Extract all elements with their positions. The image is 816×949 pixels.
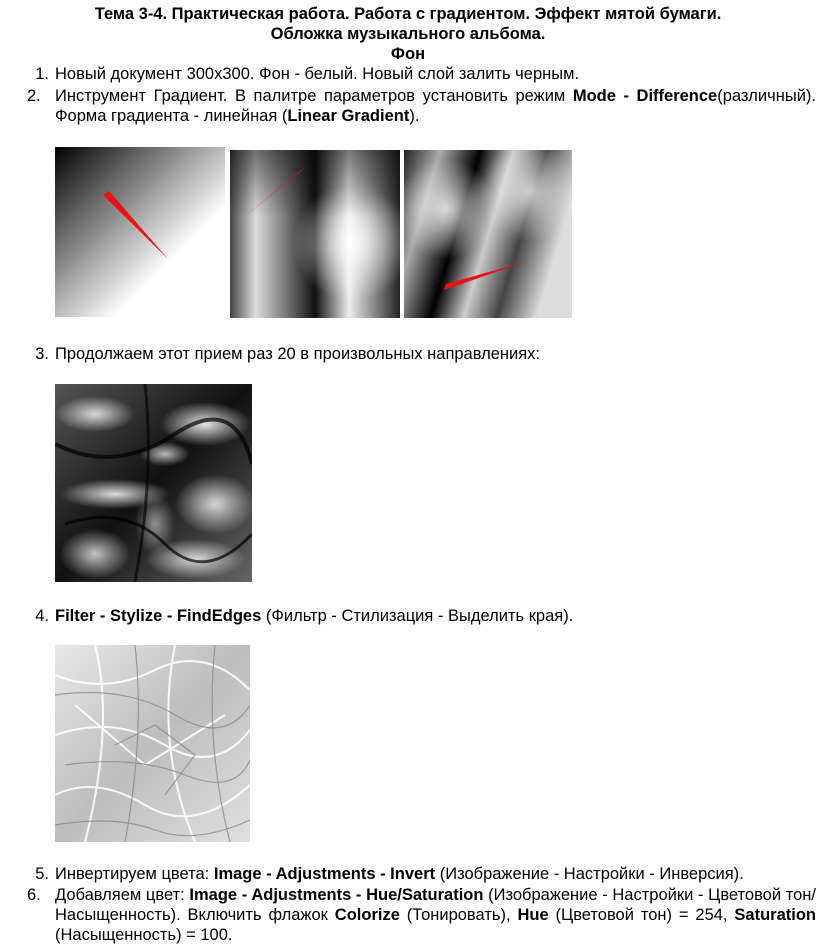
step-5 — [35, 864, 816, 884]
step-number: 3. — [35, 345, 49, 363]
step-text: Продолжаем этот прием раз 20 в произвольных направлениях: — [55, 345, 541, 363]
step-text: (Изображение - Настройки - Цветовой тон/Насыщенность). Включить флажок — [55, 886, 816, 924]
step-1 — [35, 64, 816, 84]
step-text: Инструмент Градиент. В палитре параметров установить режим — [55, 87, 573, 105]
step-number: 4. — [35, 607, 49, 625]
hue-saturation-path-term: Image - Adjustments - Hue/Saturation — [189, 886, 484, 904]
step-text: (Изображение - Настройки - Инверсия). — [435, 865, 744, 883]
step-number: 1. — [35, 65, 49, 83]
step-number: 5. — [35, 865, 49, 883]
step-4 — [35, 606, 816, 626]
colorize-term: Colorize — [334, 906, 400, 924]
step-text: (Цветовой тон) = 254, — [548, 906, 735, 924]
mode-difference-term: Mode - Difference — [572, 87, 718, 105]
step-text: Новый документ 300x300. Фон - белый. Новый слой залить черным. — [55, 65, 580, 83]
section-heading: Фон — [390, 45, 426, 63]
step-text: Добавляем цвет: — [55, 886, 190, 904]
gradient-example-2 — [230, 150, 400, 318]
multiple-gradients-example — [55, 384, 252, 582]
step-3 — [35, 344, 816, 364]
step-text: Инвертируем цвета: — [55, 865, 214, 883]
invert-path-term: Image - Adjustments - Invert — [213, 865, 436, 883]
gradient-example-3 — [404, 150, 572, 318]
step-2 — [27, 86, 816, 126]
filter-path-term: Filter - Stylize - FindEdges — [55, 607, 262, 625]
step-6 — [27, 885, 816, 945]
step-text: (Фильтр - Стилизация - Выделить края). — [261, 607, 574, 625]
step-number: 2. — [27, 87, 41, 105]
document-subtitle: Обложка музыкального альбома. — [270, 25, 546, 43]
saturation-term: Saturation — [734, 906, 816, 924]
linear-gradient-term: Linear Gradient — [287, 107, 410, 125]
gradient-example-1 — [55, 147, 225, 317]
step-text: ). — [409, 107, 420, 125]
hue-term: Hue — [517, 906, 549, 924]
step-text: (различный). Форма градиента - линейная ( — [55, 87, 816, 125]
find-edges-example — [55, 645, 250, 842]
step-text: (Тонировать), — [399, 906, 518, 924]
step-text: (Насыщенность) = 100. — [55, 926, 233, 944]
step-number: 6. — [27, 886, 41, 904]
document-title: Тема 3-4. Практическая работа. Работа с градиентом. Эффект мятой бумаги. — [94, 5, 722, 23]
